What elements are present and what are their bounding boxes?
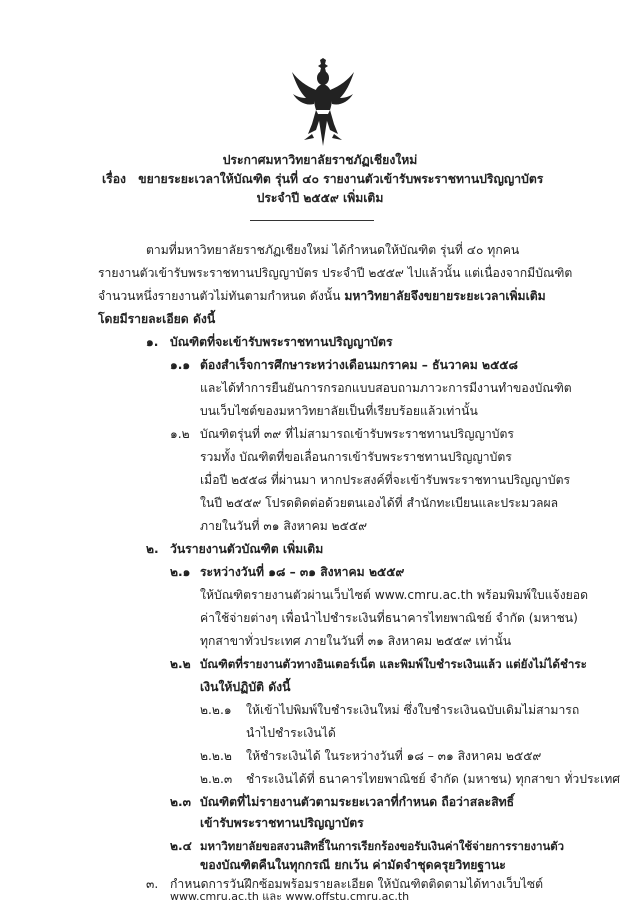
item-2-1-line-3: ทุกสาขาทั่วประเทศ ภายในวันที่ ๓๑ สิงหาคม ๒๕๕๙ เท่านั้น: [200, 634, 512, 648]
item-2-2-heading-2: เงินให้ปฏิบัติ ดังนี้: [200, 680, 291, 694]
item-1-1-number: ๑.๑: [170, 358, 191, 372]
item-2-1-number: ๒.๑: [170, 565, 191, 579]
item-2-2-3-number: ๒.๒.๓: [200, 772, 233, 786]
item-2-2-2-number: ๒.๒.๒: [200, 749, 232, 763]
section-1-title: บัณฑิตที่จะเข้ารับพระราชทานปริญญาบัตร: [170, 335, 393, 349]
section-2-number: ๒.: [146, 542, 159, 556]
item-2-2-1-number: ๒.๒.๑: [200, 703, 232, 717]
intro-line-1: ตามที่มหาวิทยาลัยราชภัฏเชียงใหม่ ได้กำหนดให้บัณฑิต รุ่นที่ ๔๐ ทุกคน: [146, 243, 520, 257]
item-1-2-line-4: ในปี ๒๕๕๙ โปรดติดต่อด้วยตนเองได้ที่ สำนักทะเบียนและประมวลผล: [200, 496, 559, 510]
item-1-2-line-5: ภายในวันที่ ๓๑ สิงหาคม ๒๕๕๙: [200, 519, 368, 533]
section-3-links: www.cmru.ac.th และ www.offstu.cmru.ac.th: [170, 890, 410, 903]
item-2-2-3-line-1: ชำระเงินได้ที่ ธนาคารไทยพาณิชย์ จำกัด (มหาชน) ทุกสาขา ทั่วประเทศ: [246, 772, 620, 786]
item-2-4-number: ๒.๔: [170, 839, 192, 853]
title-divider: [250, 220, 374, 221]
item-2-4-line-2: ของบัณฑิตคืนในทุกกรณี ยกเว้น ค่ามัดจำชุดครุยวิทยฐานะ: [200, 858, 506, 872]
item-2-2-1-line-1: ให้เข้าไปพิมพ์ใบชำระเงินใหม่ ซึ่งใบชำระเงินฉบับเดิมไม่สามารถ: [246, 703, 580, 717]
announcement-title: ประกาศมหาวิทยาลัยราชภัฏเชียงใหม่: [222, 153, 418, 167]
subject-text: ขยายระยะเวลาให้บัณฑิต รุ่นที่ ๔๐ รายงานตัวเข้ารับพระราชทานปริญญาบัตร: [138, 172, 544, 186]
item-2-3-line-2: เข้ารับพระราชทานปริญญาบัตร: [200, 816, 364, 830]
item-1-2-line-3: เมื่อปี ๒๕๕๘ ที่ผ่านมา หากประสงค์ที่จะเข้ารับพระราชทานปริญญาบัตร: [200, 473, 571, 487]
year-line: ประจำปี ๒๕๕๙ เพิ่มเติม: [256, 191, 384, 205]
item-1-1-line-2: บนเว็บไซต์ของมหาวิทยาลัยเป็นที่เรียบร้อยแล้วเท่านั้น: [200, 404, 478, 418]
item-2-2-number: ๒.๒: [170, 657, 191, 671]
subject-label: เรื่อง: [102, 172, 126, 186]
garuda-emblem-icon: [290, 58, 356, 146]
item-1-2-line-2: รวมทั้ง บัณฑิตที่ขอเลื่อนการเข้ารับพระราชทานปริญญาบัตร: [200, 450, 512, 464]
item-2-4-line-1: มหาวิทยาลัยขอสงวนสิทธิ์ในการเรียกร้องขอรับเงินค่าใช้จ่ายการรายงานตัว: [200, 839, 565, 853]
item-2-3-number: ๒.๓: [170, 795, 191, 809]
item-2-3-line-1: บัณฑิตที่ไม่รายงานตัวตามระยะเวลาที่กำหนด ถือว่าสละสิทธิ์: [200, 795, 515, 809]
subject-line: [102, 171, 543, 187]
section-1-number: ๑.: [146, 335, 159, 349]
intro-line-3: [98, 288, 546, 304]
item-2-1-line-1: ให้บัณฑิตรายงานตัวผ่านเว็บไซต์ www.cmru.ac.th พร้อมพิมพ์ใบแจ้งยอด: [200, 588, 589, 602]
item-2-1-line-2: ค่าใช้จ่ายต่างๆ เพื่อนำไปชำระเงินที่ธนาคารไทยพาณิชย์ จำกัด (มหาชน): [200, 611, 578, 625]
item-1-1-heading: ต้องสำเร็จการศึกษาระหว่างเดือนมกราคม – ธันวาคม ๒๕๕๘: [200, 358, 518, 372]
section-3-number: ๓.: [146, 877, 159, 891]
item-2-2-2-line-1: ให้ชำระเงินได้ ในระหว่างวันที่ ๑๘ – ๓๑ สิงหาคม ๒๕๕๙: [246, 749, 542, 763]
intro-line-4: โดยมีรายละเอียด ดังนี้: [98, 312, 216, 326]
intro-line-2: รายงานตัวเข้ารับพระราชทานปริญญาบัตร ประจำปี ๒๕๕๙ ไปแล้วนั้น แต่เนื่องจากมีบัณฑิต: [98, 266, 573, 280]
item-1-2-line-1: บัณฑิตรุ่นที่ ๓๙ ที่ไม่สามารถเข้ารับพระราชทานปริญญาบัตร: [200, 427, 514, 441]
section-2-title: วันรายงานตัวบัณฑิต เพิ่มเติม: [170, 542, 324, 556]
item-2-2-1-line-2: นำไปชำระเงินได้: [246, 726, 336, 740]
item-1-2-number: ๑.๒: [170, 427, 190, 441]
item-1-1-line-1: และได้ทำการยืนยันการกรอกแบบสอบถามภาวะการมีงานทำของบัณฑิต: [200, 381, 572, 395]
section-3-line-1: กำหนดการวันฝึกซ้อมพร้อมรายละเอียด ให้บัณฑิตติดตามได้ทางเว็บไซต์: [170, 877, 544, 891]
intro-line-3-emphasis: มหาวิทยาลัยจึงขยายระยะเวลาเพิ่มเติม: [344, 289, 546, 303]
item-2-2-heading-1: บัณฑิตที่รายงานตัวทางอินเตอร์เน็ต และพิมพ์ใบชำระเงินแล้ว แต่ยังไม่ได้ชำระ: [200, 657, 587, 671]
item-2-1-heading: ระหว่างวันที่ ๑๘ – ๓๑ สิงหาคม ๒๕๕๙: [200, 565, 405, 579]
intro-line-3-text: จำนวนหนึ่งรายงานตัวไม่ทันตามกำหนด ดังนั้น: [98, 289, 341, 303]
